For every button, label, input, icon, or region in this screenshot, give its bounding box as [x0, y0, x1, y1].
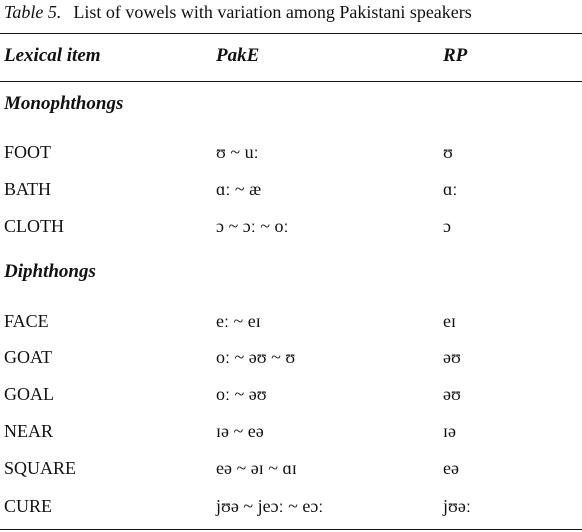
lexical-item-cell: SQUARE [4, 458, 77, 478]
pake-cell: ɔ ~ ɔː ~ oː [216, 216, 289, 236]
rp-cell: eə [443, 458, 459, 478]
header-lexical-item: Lexical item [4, 45, 101, 66]
header-rule [0, 81, 582, 82]
lexical-item-cell: NEAR [4, 421, 53, 441]
pake-cell: eː ~ eɪ [216, 311, 261, 331]
header-pake: PakE [216, 45, 260, 66]
rp-cell: əʊ [443, 347, 461, 367]
lexical-item-cell: FOOT [4, 142, 52, 162]
pake-cell: ɪə ~ eə [216, 421, 264, 441]
pake-cell: oː ~ əʊ [216, 384, 267, 404]
lexical-item-cell: CLOTH [4, 216, 64, 236]
lexical-item-cell: GOAL [4, 384, 54, 404]
lexical-item-cell: GOAT [4, 347, 52, 367]
lexical-item-cell: BATH [4, 179, 52, 199]
table-caption [4, 0, 472, 24]
caption-label: Table 5. [4, 2, 62, 22]
pake-cell: ʊ ~ uː [216, 142, 259, 162]
rp-cell: ɑː [443, 179, 458, 199]
table-bottom-rule [0, 529, 582, 530]
pake-cell: oː ~ əʊ ~ ʊ [216, 347, 296, 367]
pake-cell: eə ~ əɪ ~ ɑɪ [216, 458, 297, 478]
rp-cell: jʊəː [443, 496, 471, 516]
pake-cell: jʊə ~ jeɔː ~ eɔː [216, 496, 324, 516]
header-rp: RP [443, 45, 468, 66]
rp-cell: əʊ [443, 384, 461, 404]
lexical-item-cell: FACE [4, 311, 49, 331]
section-title-monophthongs: Monophthongs [4, 93, 124, 114]
rp-cell: ɪə [443, 421, 456, 441]
table-top-rule [0, 33, 582, 34]
rp-cell: ɔ [443, 216, 451, 236]
section-title-diphthongs: Diphthongs [4, 261, 96, 282]
rp-cell: eɪ [443, 311, 456, 331]
lexical-item-cell: CURE [4, 496, 53, 516]
rp-cell: ʊ [443, 142, 453, 162]
caption-text: List of vowels with variation among Pakistani speakers [73, 2, 472, 22]
pake-cell: ɑː ~ æ [216, 179, 262, 199]
